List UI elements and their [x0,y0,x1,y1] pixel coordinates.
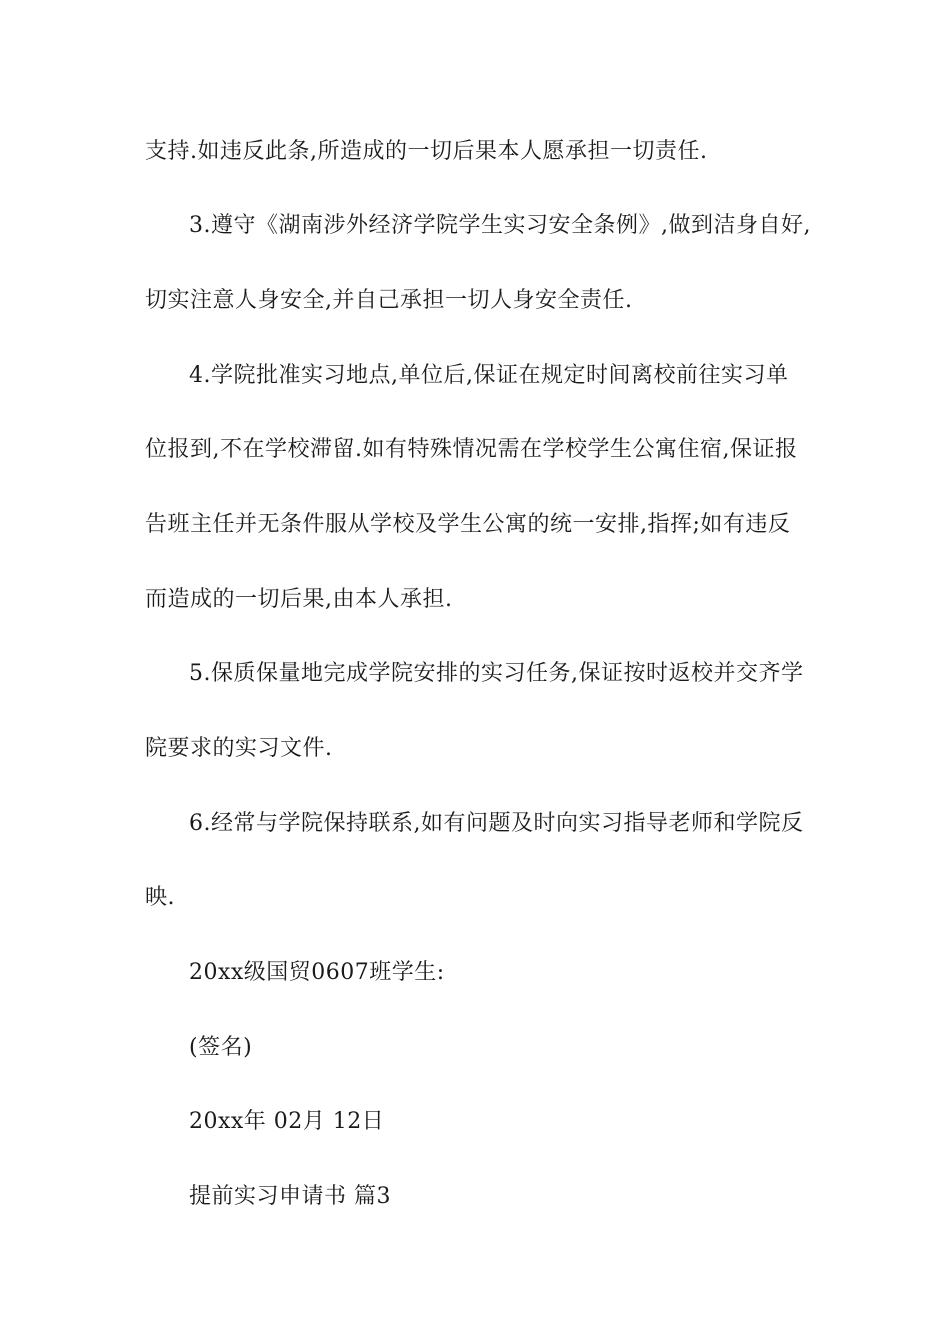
text-line-5: 位报到,不在学校滞留.如有特殊情况需在学校学生公寓住宿,保证报 [145,437,798,462]
text-line-3: 切实注意人身安全,并自己承担一切人身安全责任. [145,288,633,313]
text-line-10: 6.经常与学院保持联系,如有问题及时向实习指导老师和学院反 [189,811,804,836]
class-signature-line: 20xx级国贸0607班学生: [189,960,445,985]
text-line-6: 告班主任并无条件服从学校及学生公寓的统一安排,指挥;如有违反 [145,512,791,537]
text-line-11: 映. [145,885,175,910]
text-line-9: 院要求的实习文件. [145,736,333,761]
text-line-2: 3.遵守《湖南涉外经济学院学生实习安全条例》,做到洁身自好, [189,213,811,238]
text-line-7: 而造成的一切后果,由本人承担. [145,587,453,612]
text-line-1: 支持.如违反此条,所造成的一切后果本人愿承担一切责任. [145,139,708,164]
text-line-4: 4.学院批准实习地点,单位后,保证在规定时间离校前往实习单 [189,363,789,388]
signature-label: (签名) [189,1035,253,1060]
section-heading: 提前实习申请书 篇3 [189,1184,391,1209]
date-line: 20xx年 02月 12日 [189,1109,385,1134]
text-line-8: 5.保质保量地完成学院安排的实习任务,保证按时返校并交齐学 [189,661,804,686]
